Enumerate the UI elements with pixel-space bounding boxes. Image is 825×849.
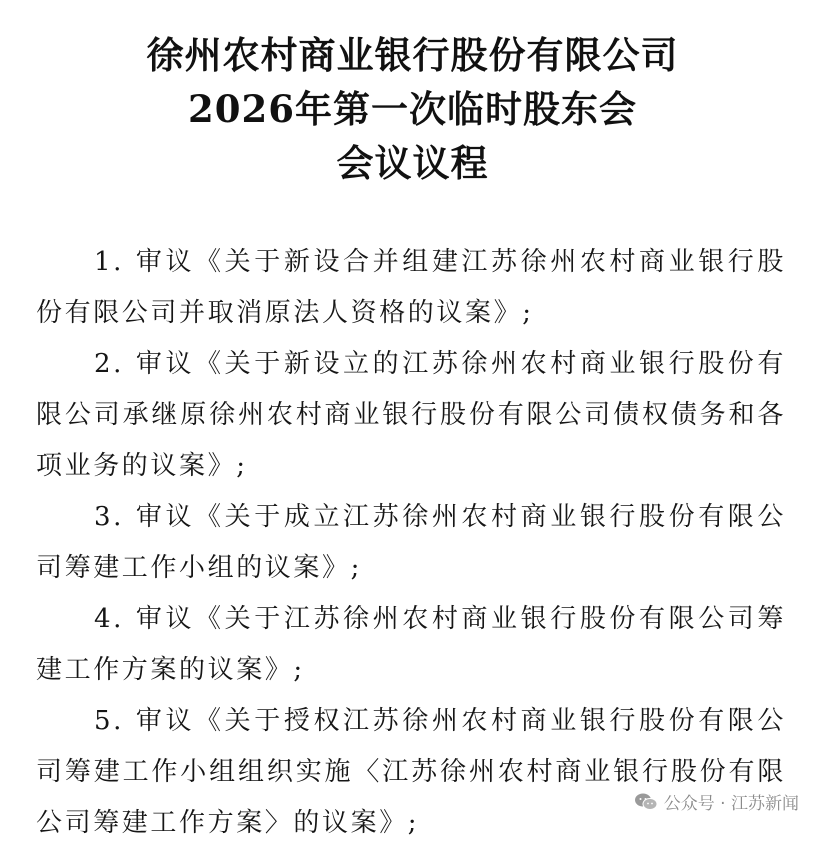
agenda-item-1: 1. 审议《关于新设合并组建江苏徐州农村商业银行股份有限公司并取消原法人资格的议案》; (36, 247, 786, 328)
document-title (0, 28, 825, 190)
agenda-list (36, 237, 786, 849)
watermark (630, 787, 803, 816)
wechat-icon (634, 792, 658, 812)
title-line-agenda: 会议议程 (336, 141, 489, 185)
agenda-item-2: 2. 审议《关于新设立的江苏徐州农村商业银行股份有限公司承继原徐州农村商业银行股份有限公司债权债务和各项业务的议案》; (36, 349, 786, 481)
watermark-text: 公众号 · 江苏新闻 (663, 794, 799, 814)
agenda-item-4: 4. 审议《关于江苏徐州农村商业银行股份有限公司筹建工作方案的议案》; (36, 604, 786, 685)
agenda-item-5: 5. 审议《关于授权江苏徐州农村商业银行股份有限公司筹建工作小组组织实施〈江苏徐州农村商业银行股份有限公司筹建工作方案〉的议案》; (36, 706, 786, 838)
title-line-meeting: 2026年第一次临时股东会 (188, 87, 637, 131)
title-line-bank-name: 徐州农村商业银行股份有限公司 (146, 33, 679, 77)
agenda-item-3: 3. 审议《关于成立江苏徐州农村商业银行股份有限公司筹建工作小组的议案》; (36, 502, 786, 583)
